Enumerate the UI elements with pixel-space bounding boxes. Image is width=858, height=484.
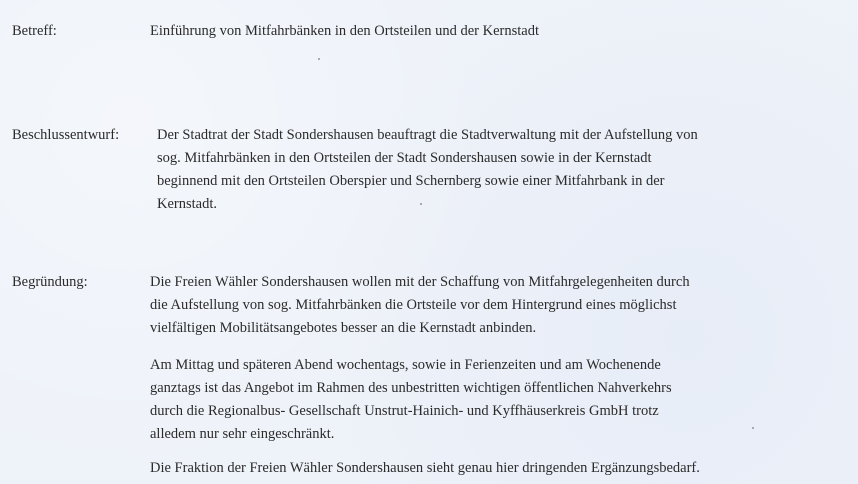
- begruendung-paragraph-3: [150, 457, 700, 480]
- begruendung-line: Die Freien Wähler Sondershausen wollen mit der Schaffung von Mitfahrgelegenheiten durch: [150, 274, 690, 290]
- betreff-line: Einführung von Mitfahrbänken in den Ortsteilen und der Kernstadt: [150, 23, 539, 39]
- scan-speck: [420, 203, 422, 205]
- begruendung-paragraph-1: [150, 271, 690, 340]
- begruendung-line: Am Mittag und späteren Abend wochentags, sowie in Ferienzeiten und am Wochenende: [150, 357, 661, 373]
- begruendung-label: Begründung:: [12, 274, 88, 290]
- betreff-label: Betreff:: [12, 23, 57, 39]
- scan-speck: [752, 427, 754, 429]
- beschlussentwurf-text: [157, 124, 698, 216]
- begruendung-line: Die Fraktion der Freien Wähler Sondershausen sieht genau hier dringenden Ergänzungsbedarf.: [150, 460, 700, 476]
- begruendung-paragraph-2: [150, 354, 672, 446]
- beschlussentwurf-line: beginnend mit den Ortsteilen Oberspier und Schernberg sowie einer Mitfahrbank in der: [157, 173, 665, 189]
- beschlussentwurf-line: Kernstadt.: [157, 196, 217, 212]
- beschlussentwurf-label: Beschlussentwurf:: [12, 127, 120, 143]
- beschlussentwurf-line: sog. Mitfahrbänken in den Ortsteilen der Stadt Sondershausen sowie in der Kernstadt: [157, 150, 652, 166]
- begruendung-line: ganztags ist das Angebot im Rahmen des unbestritten wichtigen öffentlichen Nahverkehrs: [150, 380, 672, 396]
- begruendung-line: vielfältigen Mobilitätsangebotes besser an die Kernstadt anbinden.: [150, 320, 537, 336]
- begruendung-line: durch die Regionalbus- Gesellschaft Unstrut-Hainich- und Kyffhäuserkreis GmbH trotz: [150, 403, 659, 419]
- beschlussentwurf-line: Der Stadtrat der Stadt Sondershausen beauftragt die Stadtverwaltung mit der Aufstellung von: [157, 127, 698, 143]
- betreff-text: [150, 20, 539, 43]
- begruendung-line: alledem nur sehr eingeschränkt.: [150, 426, 335, 442]
- scan-speck: [318, 58, 320, 60]
- begruendung-line: die Aufstellung von sog. Mitfahrbänken die Ortsteile vor dem Hintergrund eines möglichst: [150, 297, 677, 313]
